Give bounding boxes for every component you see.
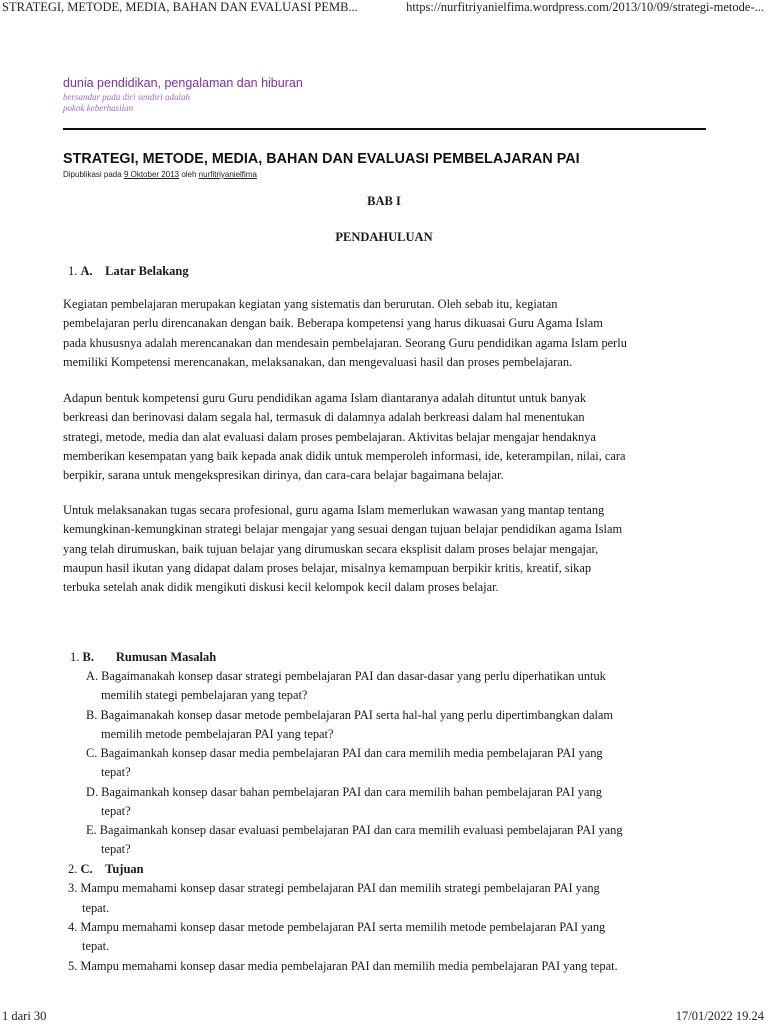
paragraph-line: memberikan kesempatan yang baik kepada anak didik untuk memperoleh informasi, ide, keterampilan, nilai, cara bbox=[63, 448, 626, 463]
paragraph-line: memiliki Kompetensi merencanakan, melaksanakan, dan mengevaluasi hasil dan proses pembelajaran. bbox=[63, 354, 573, 369]
section-a-title: Latar Belakang bbox=[105, 264, 189, 278]
section-b-number: 1. bbox=[70, 650, 80, 664]
question-text: Bagaimankah konsep dasar media pembelajaran PAI dan cara memilih media pembelajaran PAI yang bbox=[100, 746, 603, 760]
goal-marker: 5. bbox=[68, 959, 78, 973]
goal-text: Mampu memahami konsep dasar metode pembelajaran PAI serta memilih metode pembelajaran PAI yang bbox=[80, 920, 606, 934]
post-title: STRATEGI, METODE, MEDIA, BAHAN DAN EVALUASI PEMBELAJARAN PAI bbox=[63, 151, 580, 167]
paragraph-line: Kegiatan pembelajaran merupakan kegiatan yang sistematis dan berurutan. Oleh sebab itu, kegiatan bbox=[63, 297, 558, 311]
author-link[interactable]: nurfitriyanielfima bbox=[198, 170, 257, 179]
section-a-number: 1. bbox=[68, 264, 78, 278]
header-divider bbox=[63, 128, 706, 130]
site-title[interactable]: dunia pendidikan, pengalaman dan hiburan bbox=[63, 76, 303, 90]
section-c-title: Tujuan bbox=[105, 862, 144, 876]
question-b-cont: memilih metode pembelajaran PAI yang tepat? bbox=[101, 727, 334, 741]
page-number: 1 dari 30 bbox=[2, 1009, 47, 1023]
question-marker: A. bbox=[86, 669, 99, 683]
site-tagline-line-2: pokok keberhasilan bbox=[63, 103, 134, 113]
question-d bbox=[86, 785, 602, 800]
section-b-title: Rumusan Masalah bbox=[115, 650, 217, 664]
paragraph-line: Untuk melaksanakan tugas secara profesional, guru agama Islam memerlukan wawasan yang mantap tentang bbox=[63, 503, 605, 517]
goal-marker: 3. bbox=[68, 881, 78, 895]
paragraph-line: pembelajaran perlu direncanakan dengan baik. Beberapa kompetensi yang harus dikuasai Guru Agama Islam bbox=[63, 316, 603, 331]
print-header-title: STRATEGI, METODE, MEDIA, BAHAN DAN EVALUASI PEMB... bbox=[2, 0, 358, 14]
section-c-heading bbox=[68, 862, 144, 877]
question-text: Bagaimanakah konsep dasar metode pembelajaran PAI serta hal-hal yang perlu dipertimbangkan dalam bbox=[100, 708, 614, 722]
question-c bbox=[86, 746, 603, 761]
site-tagline-line-1: bersandar pada diri sendiri adalah bbox=[63, 92, 191, 102]
bab-heading: BAB I bbox=[367, 194, 401, 208]
section-b-letter: B. bbox=[82, 650, 94, 664]
question-marker: D. bbox=[86, 785, 99, 799]
question-marker: E. bbox=[86, 823, 97, 837]
paragraph-line: maupun hasil ikutan yang didapat dalam proses belajar, misalnya kemampuan berpikir kritis, kreatif, sikap bbox=[63, 560, 592, 575]
goal-4 bbox=[68, 920, 605, 935]
question-c-cont: tepat? bbox=[101, 765, 131, 779]
meta-by: oleh bbox=[179, 170, 199, 179]
paragraph-line: terbuka setelah anak didik mengikuti diskusi kecil kelompok kecil dalam proses belajar. bbox=[63, 580, 499, 595]
post-meta bbox=[63, 170, 257, 179]
goal-3-cont: tepat. bbox=[82, 901, 110, 915]
goal-4-cont: tepat. bbox=[82, 939, 110, 953]
question-marker: B. bbox=[86, 708, 98, 722]
paragraph-line: berpikir, sarana untuk mengekspresikan dirinya, dan cara-cara belajar bagaimana belajar. bbox=[63, 468, 504, 483]
paragraph-line: strategi, metode, media dan alat evaluasi dalam proses pembelajaran. Aktivitas belajar mengajar hendaknya bbox=[63, 429, 596, 444]
paragraph-2 bbox=[63, 389, 708, 485]
print-header-url[interactable]: https://nurfitriyanielfima.wordpress.com/2013/10/09/strategi-metode-... bbox=[406, 0, 764, 14]
question-marker: C. bbox=[86, 746, 98, 760]
section-c-letter: C. bbox=[80, 862, 93, 876]
section-a-heading bbox=[68, 264, 189, 279]
paragraph-line: pada khususnya adalah merencanakan dan mendesain pembelajaran. Seorang Guru pendidikan agama Islam perlu bbox=[63, 335, 627, 350]
post-date-link[interactable]: 9 Oktober 2013 bbox=[123, 170, 180, 179]
question-d-cont: tepat? bbox=[101, 804, 131, 818]
paragraph-line: yang telah dirumuskan, baik tujuan belajar yang dirumuskan secara eksplisit dalam proses belajar mengajar, bbox=[63, 541, 599, 556]
print-datetime: 17/01/2022 19.24 bbox=[675, 1009, 764, 1023]
paragraph-3 bbox=[63, 501, 708, 597]
goal-marker: 4. bbox=[68, 920, 78, 934]
paragraph-line: kemungkinan-kemungkinan strategi belajar mengajar yang sesuai dengan tujuan belajar pendidikan agama Islam bbox=[63, 522, 623, 537]
question-a-cont: memilih stategi pembelajaran yang tepat? bbox=[101, 688, 308, 702]
question-text: Bagaimankah konsep dasar bahan pembelajaran PAI dan cara memilih bahan pembelajaran PAI yang bbox=[101, 785, 602, 799]
paragraph-line: Adapun bentuk kompetensi guru Guru pendidikan agama Islam diantaranya adalah dituntut untuk banyak bbox=[63, 391, 587, 405]
section-a-letter: A. bbox=[80, 264, 93, 278]
goal-text: Mampu memahami konsep dasar strategi pembelajaran PAI dan memilih strategi pembelajaran PAI yang bbox=[80, 881, 600, 895]
chapter-heading: PENDAHULUAN bbox=[335, 230, 433, 244]
paragraph-line: berkreasi dan berinovasi dalam segala hal, termasuk di dalamnya adalah berkreasi dalam hal menentukan bbox=[63, 410, 585, 425]
question-b bbox=[86, 708, 613, 723]
question-text: Bagaimankah konsep dasar evaluasi pembelajaran PAI dan cara memilih evaluasi pembelajaran PAI yang bbox=[99, 823, 623, 837]
question-e-cont: tepat? bbox=[101, 842, 131, 856]
goal-5 bbox=[68, 959, 618, 974]
section-c-number: 2. bbox=[68, 862, 78, 876]
question-a bbox=[86, 669, 606, 684]
question-text: Bagaimanakah konsep dasar strategi pembelajaran PAI dan dasar-dasar yang perlu diperhatikan untuk bbox=[101, 669, 606, 683]
paragraph-1 bbox=[63, 295, 708, 372]
meta-prefix: Dipublikasi pada bbox=[63, 170, 124, 179]
goal-3 bbox=[68, 881, 600, 896]
question-e bbox=[86, 823, 623, 838]
section-b-heading bbox=[70, 650, 216, 665]
goal-text: Mampu memahami konsep dasar media pembelajaran PAI dan memilih media pembelajaran PAI yang tepat. bbox=[80, 959, 618, 973]
